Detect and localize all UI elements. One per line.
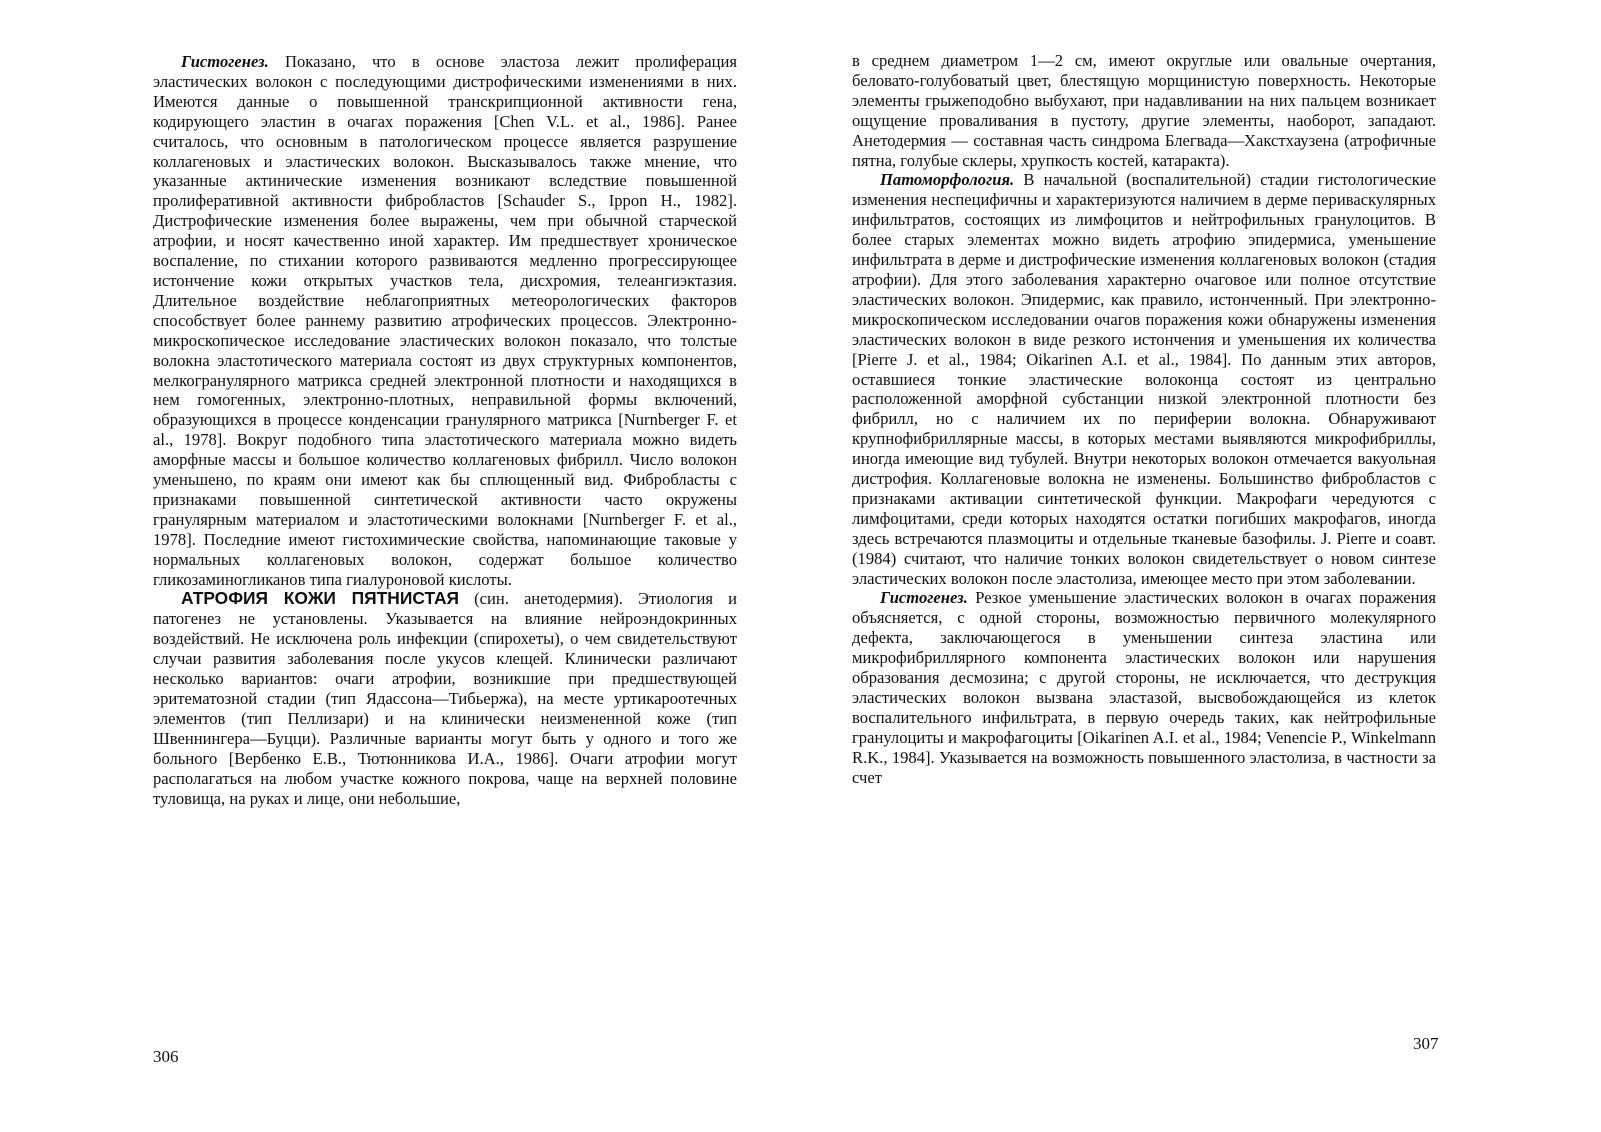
page-number-left: 306	[153, 1047, 179, 1066]
right-page	[852, 51, 1436, 788]
paragraph-histogenesis-elastosis	[153, 52, 737, 589]
left-page	[153, 52, 737, 808]
paragraph-lead: Гистогенез.	[181, 52, 269, 71]
page-number-right: 307	[1413, 1034, 1439, 1053]
paragraph-pathomorphology	[852, 170, 1436, 588]
paragraph-continuation	[852, 51, 1436, 170]
paragraph-text: Резкое уменьшение эластических волокон в очагах поражения объясняется, с одной стороны, возможностью первичного молекулярного дефекта, заключающегося в уменьшении синтеза эластина или микрофибриллярного компонента эластических волокон или нарушения образования десмозина; с другой стороны, не исключается, что деструкция эластических волокон вызвана эластазой, высвобождающейся из клеток воспалительного инфильтрата, в первую очередь таких, как нейтрофильные гранулоциты и макрофагоциты [Oikarinen A.I. et al., 1984; Venencie P., Winkelmann R.K., 1984]. Указывается на возможность повышенного эластолиза, в частности за счет	[852, 588, 1436, 787]
paragraph-lead: Патоморфология.	[880, 170, 1015, 190]
paragraph-anetoderma	[153, 589, 737, 808]
paragraph-text: В начальной (воспалительной) стадии гистологические изменения неспецифичны и характеризуются наличием в дерме периваскулярных инфильтратов, состоящих из лимфоцитов и нейтрофильных гранулоцитов. В более старых элементах можно видеть атрофию эпидермиса, уменьшение инфильтрата в дерме и дистрофические изменения коллагеновых волокон (стадия атрофии). Для этого заболевания характерно очаговое или полное отсутствие эластических волокон. Эпидермис, как правило, истонченный. При электронно-микроскопическом исследовании очагов поражения кожи обнаружены изменения эластических волокон в виде резкого истончения и уменьшения их количества [Pierre J. et al., 1984; Oikarinen A.I. et al., 1984]. По данным этих авторов, оставшиеся тонкие эластические волоконца состоят из центрально расположенной аморфной субстанции низкой электронной плотности без фибрилл, но с наличием их по периферии волокна. Обнаруживают крупнофибриллярные массы, в которых местами выявляются микрофибриллы, иногда имеющие вид тубулей. Внутри некоторых волокон отмечается вакуольная дистрофия. Коллагеновые волокна не изменены. Большинство фибробластов с признаками активации синтетической функции. Макрофаги чередуются с лимфоцитами, среди которых находятся остатки погибших макрофагов, иногда здесь встречаются плазмоциты и отдельные тканевые базофилы. J. Pierre и соавт. (1984) считают, что наличие тонких волокон свидетельствует о новом синтезе эластических волокон после эластолиза, имеющее место при этом заболевании.	[852, 170, 1436, 588]
paragraph-text: в среднем диаметром 1—2 см, имеют округлые или овальные очертания, беловато-голубоватый цвет, блестящую морщинистую поверхность. Некоторые элементы грыжеподобно выбухают, при надавливании на них пальцем возникает ощущение проваливания в пустоту, другие элементы, наоборот, западают. Анетодермия — составная часть синдрома Блегвада—Хакстхаузена (атрофичные пятна, голубые склеры, хрупкость костей, катаракта).	[852, 51, 1436, 170]
paragraph-lead: Гистогенез.	[880, 588, 968, 608]
paragraph-text: Показано, что в основе эластоза лежит пролиферация эластических волокон с последующими дистрофическими изменениями в них. Имеются данные о повышенной транскрипционной активности гена, кодирующего эластин в очагах поражения [Chen V.L. et al., 1986]. Ранее считалось, что основным в патологическом процессе является разрушение коллагеновых и эластических волокон. Высказывалось также мнение, что указанные актинические изменения возникают вследствие повышенной пролиферативной активности фибробластов [Schauder S., Ippon H., 1982]. Дистрофические изменения более выражены, чем при обычной старческой атрофии, и носят качественно иной характер. Им предшествует хроническое воспаление, по стихании которого развиваются медленно прогрессирующее истончение кожи открытых участков тела, дисхромия, телеангиэктазия. Длительное воздействие неблагоприятных метеорологических факторов способствует более раннему развитию атрофических процессов. Электронно-микроскопическое исследование эластических волокон показало, что толстые волокна эластотического материала состоят из двух структурных компонентов, мелкогранулярного матрикса средней электронной плотности и находящихся в нем гомогенных, электронно-плотных, неправильной формы включений, образующихся в процессе конденсации гранулярного матрикса [Nurnberger F. et al., 1978]. Вокруг подобного типа эластотического материала можно видеть аморфные массы и большое количество коллагеновых фибрилл. Число волокон уменьшено, по краям они имеют как бы сплющенный вид. Фибробласты с признаками повышенной синтетической активности часто окружены гранулярным материалом и эластотическими волокнами [Nurnberger F. et al., 1978]. Последние имеют гистохимические свойства, напоминающие таковые у нормальных коллагеновых волокон, содержат большое количество гликозаминогликанов типа гиалуроновой кислоты.	[153, 52, 737, 589]
section-heading: АТРОФИЯ КОЖИ ПЯТНИСТАЯ	[181, 588, 460, 609]
paragraph-histogenesis-anetoderma	[852, 588, 1436, 787]
paragraph-text: (син. анетодермия). Этиология и патогенез не установлены. Указывается на влияние нейроэндокринных воздействий. Не исключена роль инфекции (спирохеты), о чем свидетельствуют случаи развития заболевания после укусов клещей. Клинически различают несколько вариантов: очаги атрофии, возникшие при предшествующей эритематозной стадии (тип Ядассона—Тибьержа), на месте уртикароотечных элементов (тип Пеллизари) и на клинически неизмененной коже (тип Швеннингера—Буцци). Различные варианты могут быть у одного и того же больного [Вербенко Е.В., Тютюнникова И.А., 1986]. Очаги атрофии могут располагаться на любом участке кожного покрова, чаще на верхней половине туловища, на руках и лице, они небольшие,	[153, 589, 737, 808]
